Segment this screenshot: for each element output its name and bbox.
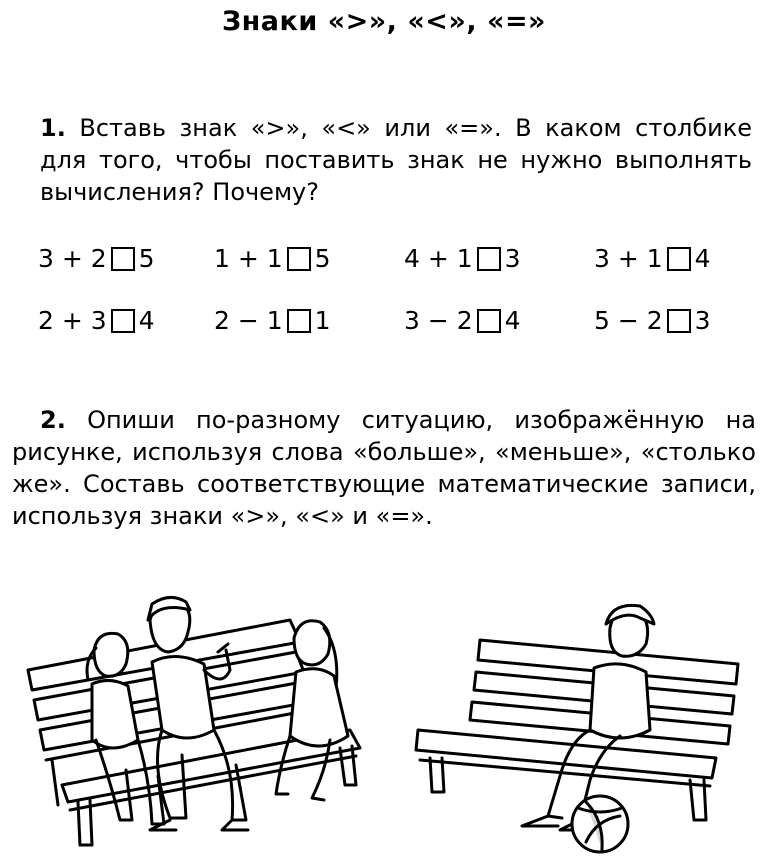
answer-box[interactable] <box>111 247 135 271</box>
expression-left: 5 − 2 <box>594 306 663 335</box>
expression-r1-c4 <box>594 243 711 275</box>
task-1-number: 1. <box>40 114 66 142</box>
girl-right-figure <box>276 621 348 800</box>
expression-right: 3 <box>504 244 521 273</box>
task-2-text-block <box>12 404 756 532</box>
expression-r1-c2 <box>214 243 331 275</box>
answer-box[interactable] <box>667 309 691 333</box>
answer-box[interactable] <box>287 247 311 271</box>
right-bench <box>416 640 738 820</box>
expression-left: 3 + 2 <box>38 244 107 273</box>
expression-right: 5 <box>314 244 331 273</box>
task-2-text: Опиши по-разному ситуацию, изображённую на рисунке, используя слова «больше», «меньше», «столько же». Составь соответствующие математические записи, используя знаки «>», «<» и «=». <box>12 406 756 530</box>
expression-right: 4 <box>138 306 155 335</box>
expression-left: 1 + 1 <box>214 244 283 273</box>
expression-r2-c2 <box>214 305 331 337</box>
expression-right: 4 <box>504 306 521 335</box>
expression-right: 5 <box>138 244 155 273</box>
answer-box[interactable] <box>477 309 501 333</box>
expression-left: 2 + 3 <box>38 306 107 335</box>
answer-box[interactable] <box>287 309 311 333</box>
answer-box[interactable] <box>111 309 135 333</box>
expression-left: 2 − 1 <box>214 306 283 335</box>
expression-r1-c3 <box>404 243 521 275</box>
ball-icon <box>572 796 628 852</box>
expression-r2-c4 <box>594 305 711 337</box>
task-1-text: Вставь знак «>», «<» или «=». В каком столбике для того, чтобы поставить знак не нужно выполнять вычисления? Почему? <box>40 114 752 206</box>
task-1-text-block <box>40 112 752 208</box>
expression-r2-c1 <box>38 305 155 337</box>
bench-scene-illustration <box>0 580 768 865</box>
expression-left: 3 − 2 <box>404 306 473 335</box>
answer-box[interactable] <box>477 247 501 271</box>
expression-right: 3 <box>694 306 711 335</box>
expression-right: 1 <box>314 306 331 335</box>
expression-right: 4 <box>694 244 711 273</box>
expression-r2-c3 <box>404 305 521 337</box>
answer-box[interactable] <box>667 247 691 271</box>
page-title: Знаки «>», «<», «=» <box>221 6 547 37</box>
expression-r1-c1 <box>38 243 155 275</box>
task-2-number: 2. <box>40 406 66 434</box>
expression-left: 4 + 1 <box>404 244 473 273</box>
expression-left: 3 + 1 <box>594 244 663 273</box>
